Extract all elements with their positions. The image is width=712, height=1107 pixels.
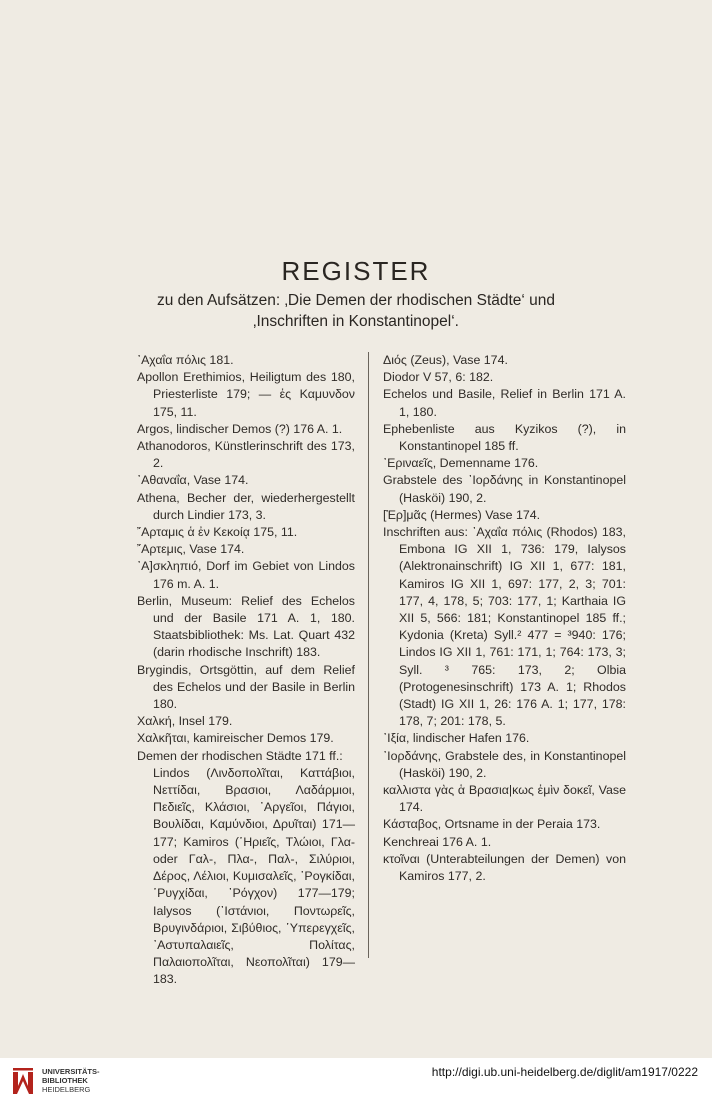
library-name-line: BIBLIOTHEK bbox=[42, 1076, 88, 1085]
index-entry: [Ἑρ]μᾶς (Hermes) Vase 174. bbox=[383, 507, 541, 522]
index-entry: Kenchreai 176 A. 1. bbox=[383, 834, 492, 849]
index-column-right bbox=[383, 352, 626, 885]
viewer-footer bbox=[0, 1058, 712, 1107]
subtitle-line-2: ‚Inschriften in Konstantinopel‘. bbox=[253, 313, 459, 330]
index-entry: Κάσταβος, Ortsname in der Peraia 173. bbox=[383, 817, 601, 832]
index-column-left bbox=[137, 352, 355, 989]
permalink-url[interactable]: http://digi.ub.uni-heidelberg.de/diglit/am1917/0222 bbox=[431, 1065, 698, 1079]
index-entry: Grabstele des ᾿Ιορδάνης in Konstantinopel (Hasköi) 190, 2. bbox=[383, 473, 626, 505]
index-entry: Echelos und Basile, Relief in Berlin 171 A. 1, 180. bbox=[383, 387, 626, 419]
subtitle-line-1: zu den Aufsätzen: ‚Die Demen der rhodischen Städte‘ und bbox=[156, 292, 556, 309]
index-entry: Athena, Becher der, wiederhergestellt durch Lindier 173, 3. bbox=[137, 490, 355, 522]
index-entry: Berlin, Museum: Relief des Echelos und der Basile 171 A. 1, 180. Staatsbibliothek: Ms. Lat. Quart 432 (darin rhodische Inschrift) 183. bbox=[137, 593, 355, 660]
index-entry: ᾿Αθαναΐα, Vase 174. bbox=[137, 473, 249, 488]
index-entry: ᾿Ιορδάνης, Grabstele des, in Konstantinopel (Hasköi) 190, 2. bbox=[383, 748, 626, 780]
library-name-line: UNIVERSITÄTS- bbox=[42, 1067, 100, 1076]
library-name-line: HEIDELBERG bbox=[42, 1085, 91, 1094]
page-title: REGISTER bbox=[281, 256, 431, 286]
library-name bbox=[42, 1067, 100, 1094]
index-entry: Χαλκῆται, kamireischer Demos 179. bbox=[137, 731, 334, 746]
index-entry: ῎Αρτεμις, Vase 174. bbox=[137, 542, 245, 557]
index-entry: Inschriften aus: ᾿Αχαΐα πόλις (Rhodos) 183, Embona IG XII 1, 736: 179, Ialysos (Alektronainschrift) IG XII 1, 677: 181, Kamiros IG XII 1, 697: 177, 2, 3; 701: 177, 4, 178, 5; 703: 177, 1; Karthaia IG XII 5, 566: 181; Konstantinopel 185 ff.; Kydonia (Kreta) Syll.² 477 = ³940: 176; Lindos IG XII 1, 761: 171, 1; 764: 173, 3; Syll. ³ 765: 173, 2; Olbia (Protogenesinschrift) 173 A. 1; Rhodos (Stadt) IG XII 1, 26: 176 A. 1; 177, 178: 178, 7; 201: 178, 5. bbox=[383, 525, 626, 729]
index-entry: καλλιστα γὰς ἁ Βρασια|κως ἐμὶν δοκεῖ, Vase 174. bbox=[383, 783, 626, 815]
index-entry: Argos, lindischer Demos (?) 176 A. 1. bbox=[137, 421, 343, 436]
index-entry: Ephebenliste aus Kyzikos (?), in Konstantinopel 185 ff. bbox=[383, 421, 626, 454]
index-entry: Apollon Erethimios, Heiligtum des 180, Priesterliste 179; — ἐς Καμυνδον 175, 11. bbox=[137, 370, 355, 419]
index-entry: Διός (Zeus), Vase 174. bbox=[383, 353, 508, 367]
index-entry: κτοῖναι (Unterabteilungen der Demen) von Kamiros 177, 2. bbox=[383, 851, 626, 884]
index-entry: Diodor V 57, 6: 182. bbox=[383, 370, 494, 385]
index-entry: Lindos (Λινδοπολῖται, Καττάβιοι, Νεττίδαι, Βρασιοι, Λαδάρμιοι, Πεδιεῖς, Κλάσιοι, ᾿Αργεῖοι, Πάγιοι, Βουλίδαι, Καμύνδιοι, Δρυῖται) 171—177; Kamiros (῾Ηριεῖς, Τλώιοι, Γλα- oder Γαλ-, Πλα-, Παλ-, Σιλύριοι, Δέρος, Λέλιοι, Κυμισαλεῖς, ῾Ρογκίδαι, ῾Ρυγχίδαι, ῾Ρόγχον) 177—179; Ialysos (᾿Ιστάνιοι, Ποντωρεῖς, Βρυγινδάριοι, Σιβύθιος, ῾Υπερεγχεῖς, ᾿Αστυπαλαιεῖς, Πολίτας, Παλαιοπολῖται, Νεοπολῖται) 179—183. bbox=[153, 765, 355, 987]
index-entry: ᾿Α]σκληπιό, Dorf im Gebiet von Lindos 176 m. A. 1. bbox=[137, 559, 355, 591]
index-entry: ᾿Ιξία, lindischer Hafen 176. bbox=[383, 731, 530, 746]
column-divider bbox=[368, 352, 369, 958]
index-entry: Χαλκή, Insel 179. bbox=[137, 714, 233, 729]
library-logo-icon bbox=[10, 1066, 36, 1098]
index-entry: ᾿Εριναεῖς, Demenname 176. bbox=[383, 456, 539, 471]
index-entry: ᾿Αχαΐα πόλις 181. bbox=[137, 353, 234, 367]
index-entry: Athanodoros, Künstlerinschrift des 173, 2. bbox=[137, 439, 355, 471]
index-entry: ῎Αρταμις ἁ ἐν Κεκοίᾳ 175, 11. bbox=[137, 525, 298, 540]
index-entry: Demen der rhodischen Städte 171 ff.: bbox=[137, 748, 343, 763]
index-entry: Brygindis, Ortsgöttin, auf dem Relief des Echelos und der Basile in Berlin 180. bbox=[137, 662, 355, 712]
